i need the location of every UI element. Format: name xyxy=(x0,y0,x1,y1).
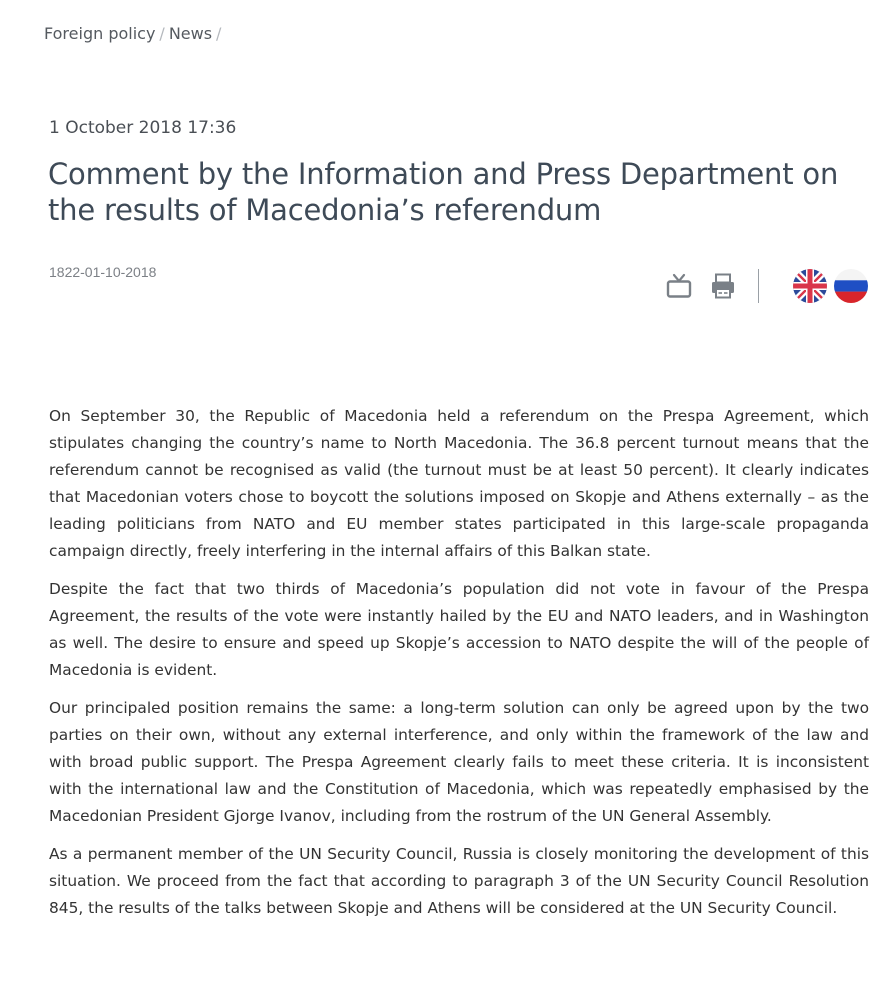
article-paragraph: Our principaled position remains the same: a long-term solution can only be agreed upon by the two parties on their own, without any external interference, and only within the framework of the law and with broad public support. The Prespa Agreement clearly fails to meet these criteria. It is inconsistent with the international law and the Constitution of Macedonia, which was repeatedly emphasised by the Macedonian President Gjorge Ivanov, including from the rostrum of the UN General Assembly. xyxy=(49,699,869,825)
document-number: 1822-01-10-2018 xyxy=(49,264,157,280)
article-paragraph: As a permanent member of the UN Security Council, Russia is closely monitoring the development of this situation. We proceed from the fact that according to paragraph 3 of the UN Security Council Resolution 845, the results of the talks between Skopje and Athens will be considered at the UN Security Council. xyxy=(49,845,869,917)
article-paragraph: Despite the fact that two thirds of Macedonia’s population did not vote in favour of the Prespa Agreement, the results of the vote were instantly hailed by the EU and NATO leaders, and in Washington as well. The desire to ensure and speed up Skopje’s accession to NATO despite the will of the people of Macedonia is evident. xyxy=(49,580,869,679)
breadcrumb xyxy=(44,24,225,43)
toolbar-divider xyxy=(758,269,759,303)
breadcrumb-separator: / xyxy=(159,24,165,43)
article-toolbar xyxy=(664,268,868,304)
breadcrumb-foreign-policy[interactable]: Foreign policy xyxy=(44,24,156,43)
article-paragraph: On September 30, the Republic of Macedonia held a referendum on the Prespa Agreement, which stipulates changing the country’s name to North Macedonia. The 36.8 percent turnout means that the referendum cannot be recognised as valid (the turnout must be at least 50 percent). It clearly indicates that Macedonian voters chose to boycott the solutions imposed on Skopje and Athens externally – as the leading politicians from NATO and EU member states participated in this large-scale propaganda campaign directly, freely interfering in the internal affairs of this Balkan state. xyxy=(49,407,869,560)
page-title: Comment by the Information and Press Department on the results of Macedonia’s referendum xyxy=(48,157,839,227)
breadcrumb-separator: / xyxy=(216,24,222,43)
publish-date: 1 October 2018 17:36 xyxy=(49,118,237,138)
tv-icon[interactable] xyxy=(664,271,694,301)
russia-flag-icon[interactable] xyxy=(834,269,868,303)
breadcrumb-news[interactable]: News xyxy=(168,24,213,43)
article-body xyxy=(49,403,869,933)
uk-flag-icon[interactable] xyxy=(793,269,827,303)
print-icon[interactable] xyxy=(708,271,738,301)
